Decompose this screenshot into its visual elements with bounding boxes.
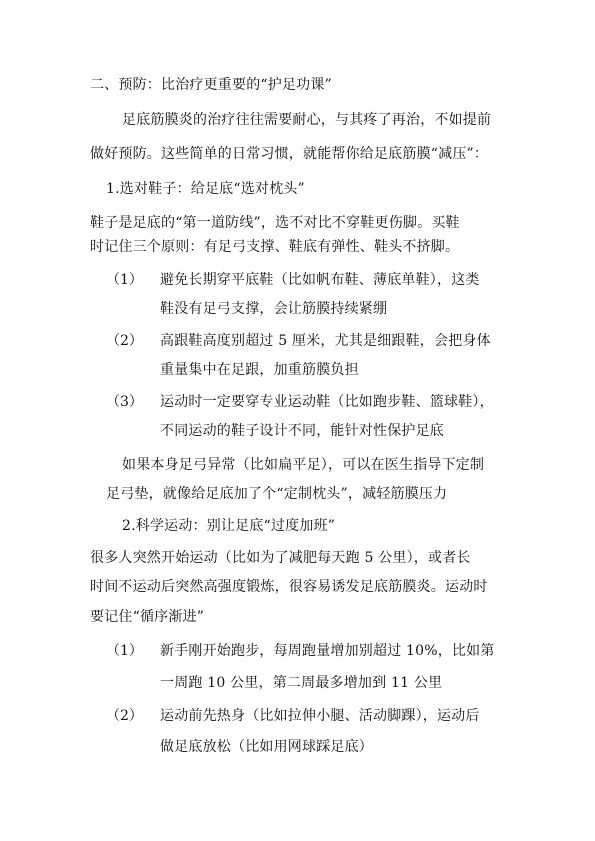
sub1-item-3-number: （3） <box>106 394 143 410</box>
sub2-para-line-1: 很多人突然开始运动（比如为了减肥每天跑 5 公里），或者长 <box>90 550 471 566</box>
sub2-item-1-line-1: 新手刚开始跑步，每周跑量增加别超过 10%，比如第 <box>160 643 495 659</box>
sub1-note-line-2: 足弓垫，就像给足底加了个“定制枕头”，减轻筋膜压力 <box>106 486 448 502</box>
sub2-item-1-line-2: 一周跑 10 公里，第二周最多增加到 11 公里 <box>160 675 443 691</box>
sub1-heading: 1.选对鞋子：给足底“选对枕头” <box>106 181 305 197</box>
sub2-item-2-number: （2） <box>106 708 143 724</box>
sub1-note-line-1: 如果本身足弓异常（比如扁平足），可以在医生指导下定制 <box>122 457 485 473</box>
sub1-item-2-line-2: 重量集中在足跟，加重筋膜负担 <box>160 362 359 378</box>
sub2-item-2-line-2: 做足底放松（比如用网球踩足底） <box>160 739 373 755</box>
sub2-item-1-number: （1） <box>106 643 143 659</box>
sub1-item-3-line-1: 运动时一定要穿专业运动鞋（比如跑步鞋、篮球鞋）， <box>160 394 494 410</box>
sub1-item-2-line-1: 高跟鞋高度别超过 5 厘米，尤其是细跟鞋，会把身体 <box>160 333 491 349</box>
sub2-item-2-line-1: 运动前先热身（比如拉伸小腿、活动脚踝），运动后 <box>160 708 480 724</box>
intro-line-2: 做好预防。这些简单的日常习惯，就能帮你给足底筋膜“减压”： <box>90 146 489 162</box>
sub1-item-1-line-1: 避免长期穿平底鞋（比如帆布鞋、薄底单鞋），这类 <box>160 272 480 288</box>
sub1-para-line-2: 时记住三个原则：有足弓支撑、鞋底有弹性、鞋头不挤脚。 <box>90 239 460 255</box>
sub1-para-line-1: 鞋子是足底的“第一道防线”，选不对比不穿鞋更伤脚。买鞋 <box>90 215 460 231</box>
sub2-para-line-3: 要记住“循序渐进” <box>90 609 205 625</box>
sub1-item-1-number: （1） <box>106 272 143 288</box>
intro-line-1: 足底筋膜炎的治疗往往需要耐心，与其疼了再治，不如提前 <box>122 112 492 128</box>
sub1-item-2-number: （2） <box>106 333 143 349</box>
sub2-para-line-2: 时间不运动后突然高强度锻炼，很容易诱发足底筋膜炎。运动时 <box>90 579 488 595</box>
sub1-item-3-line-2: 不同运动的鞋子设计不同，能针对性保护足底 <box>160 423 444 439</box>
section-heading: 二、预防：比治疗更重要的“护足功课” <box>90 77 332 93</box>
sub2-heading: 2.科学运动：别让足底“过度加班” <box>122 518 336 534</box>
sub1-item-1-line-2: 鞋没有足弓支撑，会让筋膜持续紧绷 <box>160 301 388 317</box>
